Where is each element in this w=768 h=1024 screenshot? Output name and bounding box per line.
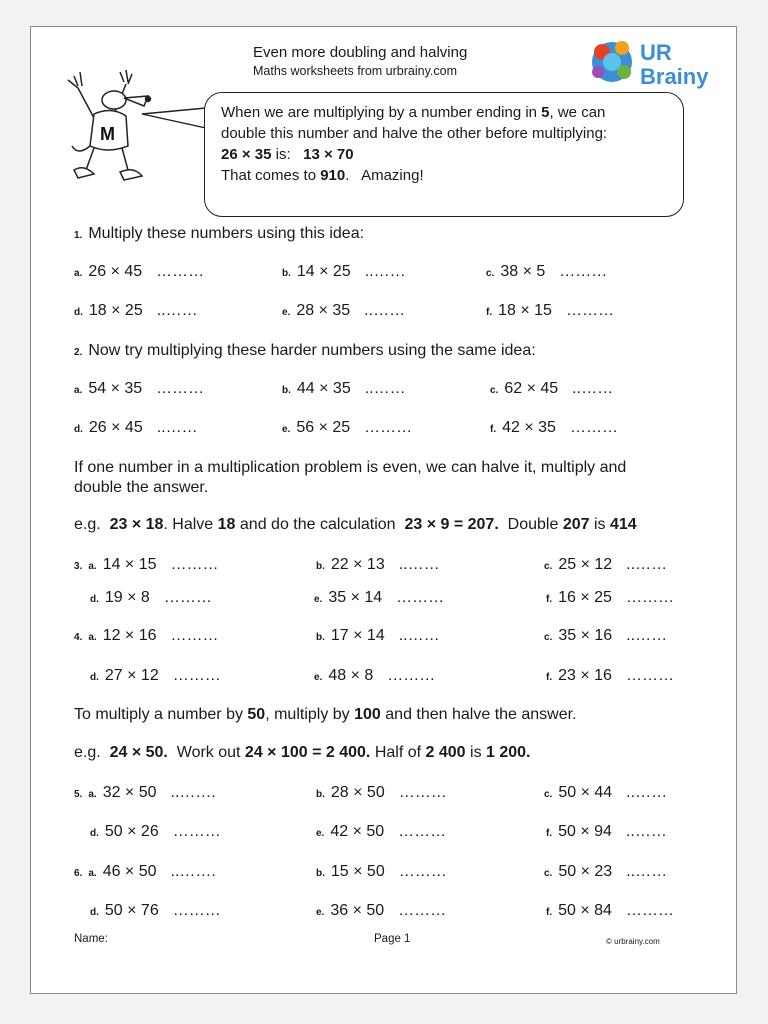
q3-item-c[interactable]: c. 25 × 12 ..…… — [544, 556, 668, 573]
urbrainy-logo — [584, 34, 734, 92]
q2-item-e[interactable]: e. 56 × 25 ……… — [282, 419, 413, 436]
q3-item-f[interactable]: f. 16 × 25 ……… — [546, 589, 674, 606]
logo-text-brainy: Brainy — [640, 64, 709, 89]
q6-item-c[interactable]: c. 50 × 23 ..…… — [544, 863, 668, 880]
q6-item-d[interactable]: d. 50 × 76 ……… — [90, 902, 221, 919]
q5-item-d[interactable]: d. 50 × 26 ……… — [90, 823, 221, 840]
q4-item-d[interactable]: d. 27 × 12 ……… — [90, 667, 221, 684]
q3-item-e[interactable]: e. 35 × 14 ……… — [314, 589, 445, 606]
footer-page-number: Page 1 — [374, 933, 411, 945]
q4-item-b[interactable]: b. 17 × 14 ..…… — [316, 627, 440, 644]
q6-item-b[interactable]: b. 15 × 50 ……… — [316, 863, 447, 880]
worksheet-title: Even more doubling and halving — [253, 44, 468, 61]
q1-item-c[interactable]: c. 38 × 5 ……… — [486, 263, 608, 280]
q4-item-f[interactable]: f. 23 × 16 ……… — [546, 667, 674, 684]
q4-item-a[interactable]: 4. a. 12 × 16 ……… — [74, 627, 219, 644]
question-2-heading: 2. Now try multiplying these harder numbers using the same idea: — [74, 342, 536, 359]
q2-item-c[interactable]: c. 62 × 45 ..…… — [490, 380, 614, 397]
even-intro-line-1: If one number in a multiplication problem is even, we can halve it, multiply and — [74, 459, 627, 476]
q2-item-f[interactable]: f. 42 × 35 ……… — [490, 419, 618, 436]
footer-copyright: © urbrainy.com — [606, 937, 660, 946]
q4-item-e[interactable]: e. 48 × 8 ……… — [314, 667, 436, 684]
q1-item-f[interactable]: f. 18 × 15 ……… — [486, 302, 614, 319]
even-example: e.g. 23 × 18. Halve 18 and do the calculation 23 × 9 = 207. Double 207 is 414 — [74, 516, 637, 533]
question-1-heading: 1. Multiply these numbers using this idea: — [74, 225, 365, 242]
q6-item-a[interactable]: 6. a. 46 × 50 ..……. — [74, 863, 216, 880]
q3-item-b[interactable]: b. 22 × 13 ..…… — [316, 556, 440, 573]
q4-item-c[interactable]: c. 35 × 16 ..…… — [544, 627, 668, 644]
even-intro-line-2: double the answer. — [74, 479, 209, 496]
bubble-line-4: That comes to 910. Amazing! — [221, 167, 424, 184]
q2-item-a[interactable]: a. 54 × 35 ……… — [74, 380, 205, 397]
q5-item-b[interactable]: b. 28 × 50 ……… — [316, 784, 447, 801]
q3-item-a[interactable]: 3. a. 14 × 15 ……… — [74, 556, 219, 573]
q2-item-d[interactable]: d. 26 × 45 ..…… — [74, 419, 198, 436]
q6-item-f[interactable]: f. 50 × 84 ……… — [546, 902, 674, 919]
bubble-line-2: double this number and halve the other before multiplying: — [221, 125, 608, 142]
bubble-line-3: 26 × 35 is: 13 × 70 — [221, 146, 354, 163]
q1-item-e[interactable]: e. 28 × 35 ..…… — [282, 302, 406, 319]
q5-item-c[interactable]: c. 50 × 44 ..…… — [544, 784, 668, 801]
bubble-line-1: When we are multiplying by a number ending in 5, we can — [221, 104, 606, 121]
q1-item-a[interactable]: a. 26 × 45 ……… — [74, 263, 205, 280]
footer-name-label: Name: — [74, 933, 108, 945]
logo-text-ur: UR — [640, 40, 672, 65]
fifty-example: e.g. 24 × 50. Work out 24 × 100 = 2 400. Half of 2 400 is 1 200. — [74, 744, 531, 761]
q6-item-e[interactable]: e. 36 × 50 ……… — [316, 902, 447, 919]
fifty-intro: To multiply a number by 50, multiply by 100 and then halve the answer. — [74, 706, 577, 723]
q2-item-b[interactable]: b. 44 × 35 ..…… — [282, 380, 406, 397]
q1-item-d[interactable]: d. 18 × 25 ..…… — [74, 302, 198, 319]
mascot-shirt-letter: M — [100, 124, 115, 144]
q1-item-b[interactable]: b. 14 × 25 ..…… — [282, 263, 406, 280]
q5-item-f[interactable]: f. 50 × 94 ..…… — [546, 823, 667, 840]
q5-item-e[interactable]: e. 42 × 50 ……… — [316, 823, 447, 840]
bubble-tail — [140, 100, 210, 140]
q3-item-d[interactable]: d. 19 × 8 ……… — [90, 589, 212, 606]
worksheet-subtitle: Maths worksheets from urbrainy.com — [253, 64, 457, 78]
q5-item-a[interactable]: 5. a. 32 × 50 ..……. — [74, 784, 216, 801]
